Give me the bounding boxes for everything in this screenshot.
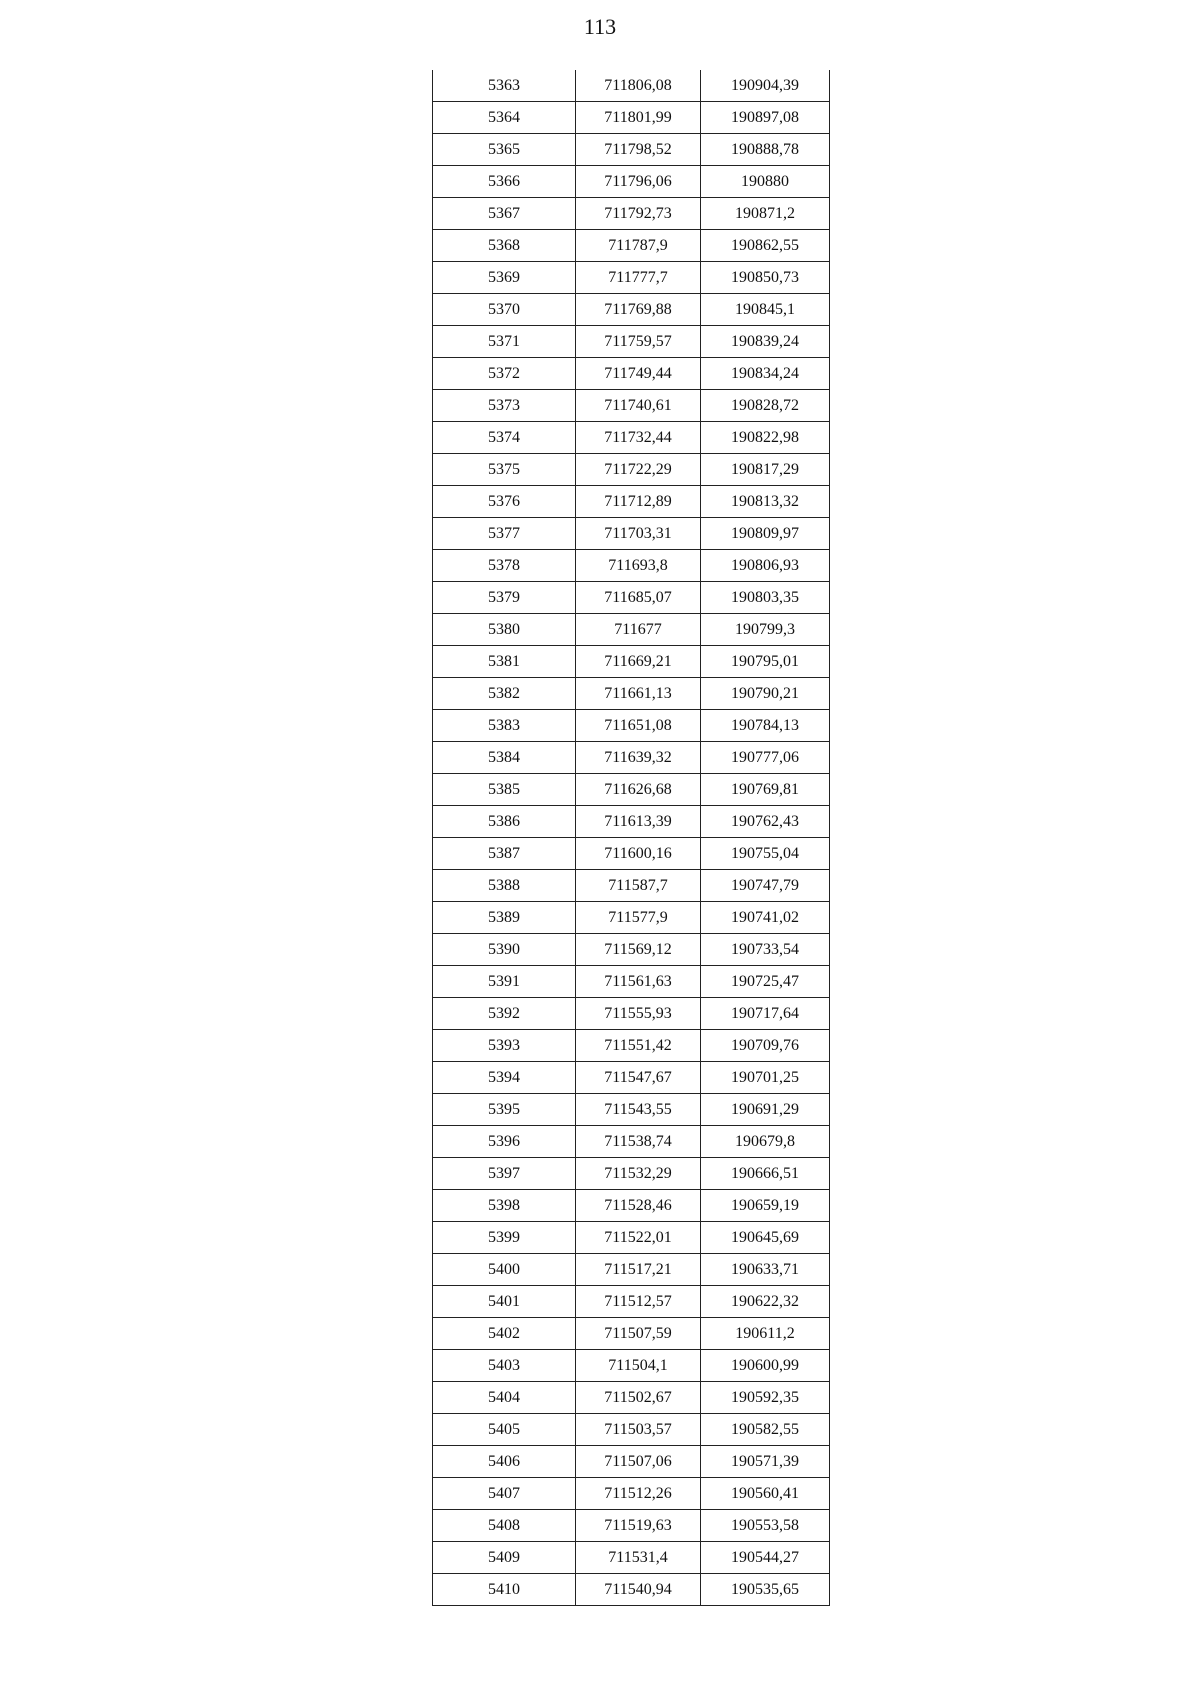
- point-number-cell: 5405: [433, 1414, 576, 1446]
- table-row: [433, 1478, 830, 1510]
- y-coordinate-cell: 190762,43: [701, 806, 830, 838]
- point-number-cell: 5386: [433, 806, 576, 838]
- point-number-cell: 5380: [433, 614, 576, 646]
- y-coordinate-cell: 190769,81: [701, 774, 830, 806]
- table-row: [433, 166, 830, 198]
- y-coordinate-cell: 190611,2: [701, 1318, 830, 1350]
- point-number-cell: 5389: [433, 902, 576, 934]
- x-coordinate-cell: 711512,57: [576, 1286, 701, 1318]
- x-coordinate-cell: 711792,73: [576, 198, 701, 230]
- x-coordinate-cell: 711759,57: [576, 326, 701, 358]
- table-row: [433, 902, 830, 934]
- y-coordinate-cell: 190897,08: [701, 102, 830, 134]
- y-coordinate-cell: 190747,79: [701, 870, 830, 902]
- x-coordinate-cell: 711626,68: [576, 774, 701, 806]
- point-number-cell: 5404: [433, 1382, 576, 1414]
- point-number-cell: 5384: [433, 742, 576, 774]
- x-coordinate-cell: 711551,42: [576, 1030, 701, 1062]
- table-row: [433, 102, 830, 134]
- x-coordinate-cell: 711540,94: [576, 1574, 701, 1606]
- x-coordinate-cell: 711801,99: [576, 102, 701, 134]
- table-row: [433, 454, 830, 486]
- x-coordinate-cell: 711777,7: [576, 262, 701, 294]
- y-coordinate-cell: 190733,54: [701, 934, 830, 966]
- x-coordinate-cell: 711547,67: [576, 1062, 701, 1094]
- y-coordinate-cell: 190834,24: [701, 358, 830, 390]
- point-number-cell: 5402: [433, 1318, 576, 1350]
- point-number-cell: 5378: [433, 550, 576, 582]
- point-number-cell: 5366: [433, 166, 576, 198]
- point-number-cell: 5364: [433, 102, 576, 134]
- y-coordinate-cell: 190799,3: [701, 614, 830, 646]
- y-coordinate-cell: 190544,27: [701, 1542, 830, 1574]
- y-coordinate-cell: 190725,47: [701, 966, 830, 998]
- x-coordinate-cell: 711732,44: [576, 422, 701, 454]
- x-coordinate-cell: 711532,29: [576, 1158, 701, 1190]
- table-row: [433, 838, 830, 870]
- table-row: [433, 1318, 830, 1350]
- table-row: [433, 1510, 830, 1542]
- point-number-cell: 5391: [433, 966, 576, 998]
- y-coordinate-cell: 190806,93: [701, 550, 830, 582]
- x-coordinate-cell: 711722,29: [576, 454, 701, 486]
- x-coordinate-cell: 711749,44: [576, 358, 701, 390]
- table-row: [433, 230, 830, 262]
- point-number-cell: 5399: [433, 1222, 576, 1254]
- x-coordinate-cell: 711600,16: [576, 838, 701, 870]
- table-row: [433, 1030, 830, 1062]
- y-coordinate-cell: 190880: [701, 166, 830, 198]
- y-coordinate-cell: 190888,78: [701, 134, 830, 166]
- table-row: [433, 1542, 830, 1574]
- table-row: [433, 198, 830, 230]
- point-number-cell: 5408: [433, 1510, 576, 1542]
- point-number-cell: 5367: [433, 198, 576, 230]
- x-coordinate-cell: 711517,21: [576, 1254, 701, 1286]
- x-coordinate-cell: 711522,01: [576, 1222, 701, 1254]
- y-coordinate-cell: 190560,41: [701, 1478, 830, 1510]
- point-number-cell: 5365: [433, 134, 576, 166]
- table-row: [433, 1286, 830, 1318]
- point-number-cell: 5385: [433, 774, 576, 806]
- y-coordinate-cell: 190784,13: [701, 710, 830, 742]
- table-row: [433, 966, 830, 998]
- table-row: [433, 134, 830, 166]
- y-coordinate-cell: 190845,1: [701, 294, 830, 326]
- table-row: [433, 70, 830, 102]
- x-coordinate-cell: 711669,21: [576, 646, 701, 678]
- point-number-cell: 5372: [433, 358, 576, 390]
- table-row: [433, 1094, 830, 1126]
- x-coordinate-cell: 711503,57: [576, 1414, 701, 1446]
- table-row: [433, 422, 830, 454]
- point-number-cell: 5383: [433, 710, 576, 742]
- coordinates-table: [432, 70, 830, 1606]
- x-coordinate-cell: 711703,31: [576, 518, 701, 550]
- y-coordinate-cell: 190850,73: [701, 262, 830, 294]
- y-coordinate-cell: 190592,35: [701, 1382, 830, 1414]
- x-coordinate-cell: 711613,39: [576, 806, 701, 838]
- table-row: [433, 1414, 830, 1446]
- y-coordinate-cell: 190822,98: [701, 422, 830, 454]
- y-coordinate-cell: 190790,21: [701, 678, 830, 710]
- y-coordinate-cell: 190691,29: [701, 1094, 830, 1126]
- x-coordinate-cell: 711769,88: [576, 294, 701, 326]
- y-coordinate-cell: 190633,71: [701, 1254, 830, 1286]
- point-number-cell: 5409: [433, 1542, 576, 1574]
- y-coordinate-cell: 190717,64: [701, 998, 830, 1030]
- point-number-cell: 5403: [433, 1350, 576, 1382]
- x-coordinate-cell: 711504,1: [576, 1350, 701, 1382]
- point-number-cell: 5393: [433, 1030, 576, 1062]
- table-row: [433, 294, 830, 326]
- table-row: [433, 710, 830, 742]
- x-coordinate-cell: 711507,06: [576, 1446, 701, 1478]
- y-coordinate-cell: 190600,99: [701, 1350, 830, 1382]
- table-row: [433, 1254, 830, 1286]
- table-row: [433, 1158, 830, 1190]
- y-coordinate-cell: 190622,32: [701, 1286, 830, 1318]
- y-coordinate-cell: 190571,39: [701, 1446, 830, 1478]
- x-coordinate-cell: 711512,26: [576, 1478, 701, 1510]
- point-number-cell: 5382: [433, 678, 576, 710]
- y-coordinate-cell: 190666,51: [701, 1158, 830, 1190]
- y-coordinate-cell: 190777,06: [701, 742, 830, 774]
- x-coordinate-cell: 711685,07: [576, 582, 701, 614]
- point-number-cell: 5407: [433, 1478, 576, 1510]
- point-number-cell: 5368: [433, 230, 576, 262]
- x-coordinate-cell: 711639,32: [576, 742, 701, 774]
- point-number-cell: 5375: [433, 454, 576, 486]
- table-row: [433, 326, 830, 358]
- table-row: [433, 1190, 830, 1222]
- y-coordinate-cell: 190803,35: [701, 582, 830, 614]
- point-number-cell: 5390: [433, 934, 576, 966]
- x-coordinate-cell: 711740,61: [576, 390, 701, 422]
- x-coordinate-cell: 711538,74: [576, 1126, 701, 1158]
- y-coordinate-cell: 190813,32: [701, 486, 830, 518]
- point-number-cell: 5397: [433, 1158, 576, 1190]
- y-coordinate-cell: 190553,58: [701, 1510, 830, 1542]
- x-coordinate-cell: 711712,89: [576, 486, 701, 518]
- point-number-cell: 5374: [433, 422, 576, 454]
- table-row: [433, 806, 830, 838]
- x-coordinate-cell: 711677: [576, 614, 701, 646]
- point-number-cell: 5401: [433, 1286, 576, 1318]
- table-row: [433, 518, 830, 550]
- point-number-cell: 5370: [433, 294, 576, 326]
- x-coordinate-cell: 711507,59: [576, 1318, 701, 1350]
- table-row: [433, 1350, 830, 1382]
- table-row: [433, 390, 830, 422]
- y-coordinate-cell: 190741,02: [701, 902, 830, 934]
- x-coordinate-cell: 711798,52: [576, 134, 701, 166]
- table-row: [433, 582, 830, 614]
- y-coordinate-cell: 190871,2: [701, 198, 830, 230]
- table-row: [433, 1446, 830, 1478]
- y-coordinate-cell: 190828,72: [701, 390, 830, 422]
- y-coordinate-cell: 190709,76: [701, 1030, 830, 1062]
- x-coordinate-cell: 711519,63: [576, 1510, 701, 1542]
- point-number-cell: 5381: [433, 646, 576, 678]
- y-coordinate-cell: 190535,65: [701, 1574, 830, 1606]
- y-coordinate-cell: 190862,55: [701, 230, 830, 262]
- point-number-cell: 5395: [433, 1094, 576, 1126]
- table-row: [433, 614, 830, 646]
- table-row: [433, 1382, 830, 1414]
- coordinates-table-body: [433, 70, 830, 1606]
- x-coordinate-cell: 711796,06: [576, 166, 701, 198]
- point-number-cell: 5376: [433, 486, 576, 518]
- table-row: [433, 742, 830, 774]
- point-number-cell: 5394: [433, 1062, 576, 1094]
- x-coordinate-cell: 711555,93: [576, 998, 701, 1030]
- table-row: [433, 934, 830, 966]
- x-coordinate-cell: 711587,7: [576, 870, 701, 902]
- x-coordinate-cell: 711577,9: [576, 902, 701, 934]
- point-number-cell: 5377: [433, 518, 576, 550]
- table-row: [433, 774, 830, 806]
- table-row: [433, 1222, 830, 1254]
- point-number-cell: 5410: [433, 1574, 576, 1606]
- x-coordinate-cell: 711502,67: [576, 1382, 701, 1414]
- point-number-cell: 5371: [433, 326, 576, 358]
- table-row: [433, 1574, 830, 1606]
- table-row: [433, 998, 830, 1030]
- table-row: [433, 358, 830, 390]
- x-coordinate-cell: 711693,8: [576, 550, 701, 582]
- y-coordinate-cell: 190755,04: [701, 838, 830, 870]
- y-coordinate-cell: 190795,01: [701, 646, 830, 678]
- point-number-cell: 5369: [433, 262, 576, 294]
- point-number-cell: 5398: [433, 1190, 576, 1222]
- point-number-cell: 5406: [433, 1446, 576, 1478]
- table-row: [433, 486, 830, 518]
- y-coordinate-cell: 190659,19: [701, 1190, 830, 1222]
- table-row: [433, 1062, 830, 1094]
- point-number-cell: 5373: [433, 390, 576, 422]
- point-number-cell: 5387: [433, 838, 576, 870]
- x-coordinate-cell: 711561,63: [576, 966, 701, 998]
- y-coordinate-cell: 190582,55: [701, 1414, 830, 1446]
- point-number-cell: 5363: [433, 70, 576, 102]
- point-number-cell: 5388: [433, 870, 576, 902]
- point-number-cell: 5392: [433, 998, 576, 1030]
- x-coordinate-cell: 711528,46: [576, 1190, 701, 1222]
- table-row: [433, 870, 830, 902]
- table-row: [433, 1126, 830, 1158]
- table-row: [433, 646, 830, 678]
- x-coordinate-cell: 711806,08: [576, 70, 701, 102]
- table-row: [433, 550, 830, 582]
- x-coordinate-cell: 711661,13: [576, 678, 701, 710]
- table-row: [433, 262, 830, 294]
- x-coordinate-cell: 711543,55: [576, 1094, 701, 1126]
- point-number-cell: 5400: [433, 1254, 576, 1286]
- point-number-cell: 5379: [433, 582, 576, 614]
- y-coordinate-cell: 190809,97: [701, 518, 830, 550]
- page-number: 113: [583, 14, 617, 39]
- y-coordinate-cell: 190817,29: [701, 454, 830, 486]
- x-coordinate-cell: 711569,12: [576, 934, 701, 966]
- y-coordinate-cell: 190645,69: [701, 1222, 830, 1254]
- y-coordinate-cell: 190839,24: [701, 326, 830, 358]
- y-coordinate-cell: 190904,39: [701, 70, 830, 102]
- x-coordinate-cell: 711787,9: [576, 230, 701, 262]
- y-coordinate-cell: 190701,25: [701, 1062, 830, 1094]
- table-row: [433, 678, 830, 710]
- x-coordinate-cell: 711531,4: [576, 1542, 701, 1574]
- y-coordinate-cell: 190679,8: [701, 1126, 830, 1158]
- point-number-cell: 5396: [433, 1126, 576, 1158]
- x-coordinate-cell: 711651,08: [576, 710, 701, 742]
